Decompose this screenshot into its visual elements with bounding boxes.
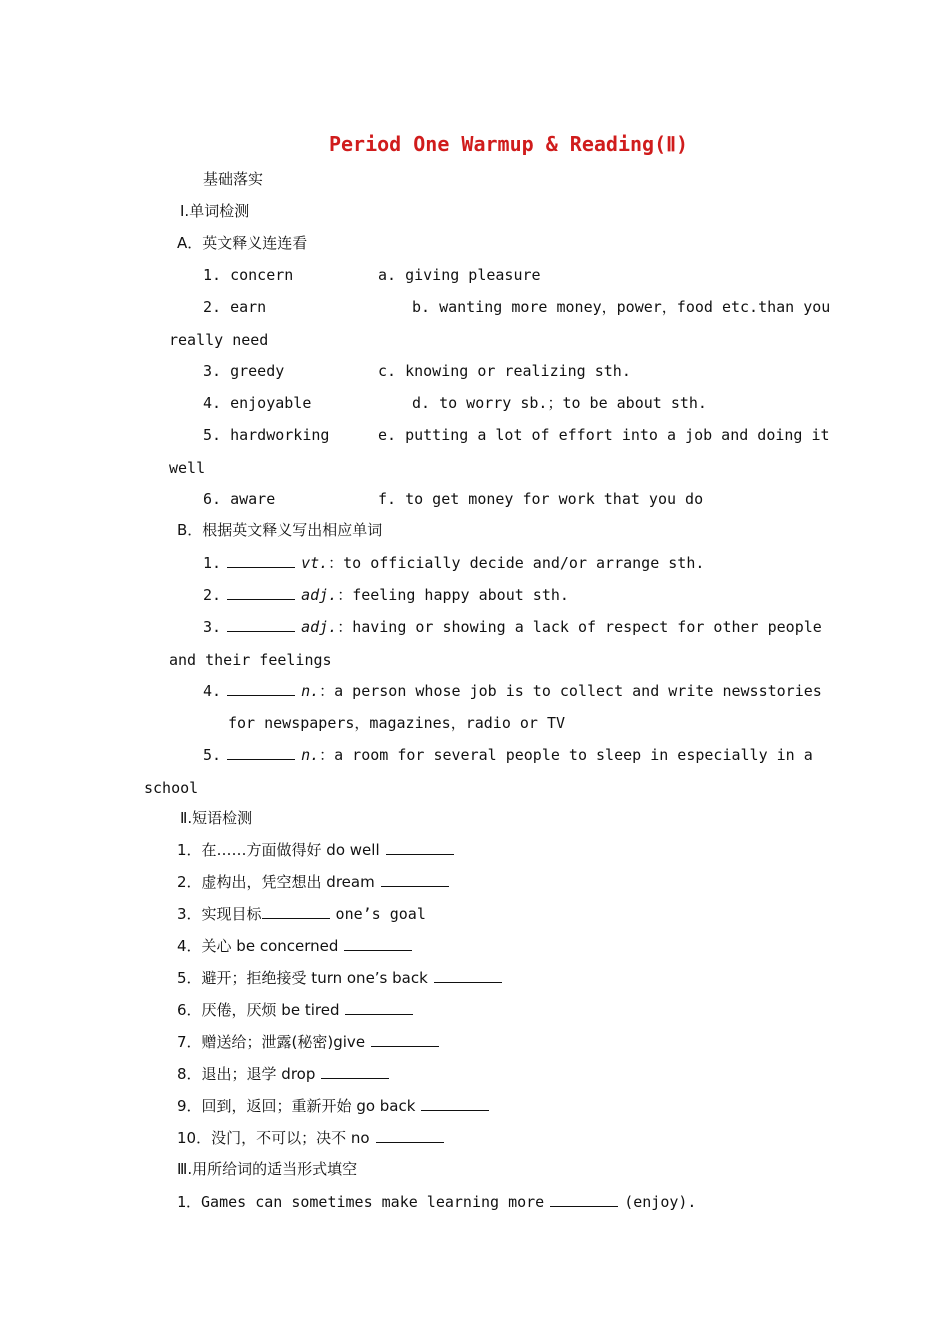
phrase-text: 6．厌倦，厌烦 be tired — [177, 1001, 340, 1019]
a-def-1: a. giving pleasure — [378, 266, 541, 284]
b-item-3 — [203, 618, 822, 636]
a-word-6: 6. aware — [203, 490, 276, 508]
part2-heading: Ⅱ.短语检测 — [180, 809, 253, 827]
phrase-item-6 — [177, 1001, 419, 1019]
b-def: ：a person whose job is to collect and write newsstories — [319, 682, 822, 700]
b-def: ：feeling happy about sth. — [337, 586, 569, 604]
a-word-4: 4. enjoyable — [203, 394, 312, 412]
fill-hint: (enjoy). — [624, 1193, 697, 1211]
b-num: 3. — [203, 618, 222, 636]
phrase-text: 7．赠送给；泄露(秘密)give — [177, 1033, 366, 1051]
b-def: ：to officially decide and/or arrange sth. — [328, 554, 705, 572]
phrase-text: 10．没门，不可以；决不 no — [177, 1129, 370, 1147]
b-pos: n. — [301, 746, 320, 764]
a-word-3: 3. greedy — [203, 362, 285, 380]
phrase-item-10 — [177, 1129, 450, 1147]
a-cont-2: really need — [169, 331, 269, 349]
b-cont-5: school — [144, 779, 199, 797]
phrase-item-9 — [177, 1097, 495, 1115]
a-word-2: 2. earn — [203, 298, 267, 316]
answer-blank[interactable] — [434, 970, 502, 983]
b-def: ：a room for several people to sleep in especially in a — [319, 746, 813, 764]
part1-b-heading: B．根据英文释义写出相应单词 — [177, 521, 383, 539]
a-def-5: e. putting a lot of effort into a job and doing it — [378, 426, 830, 444]
fill-text: 1．Games can sometimes make learning more — [177, 1193, 545, 1211]
phrase-item-5 — [177, 969, 508, 987]
answer-blank[interactable] — [262, 906, 330, 919]
b-pos: n. — [301, 682, 320, 700]
answer-blank[interactable] — [421, 1098, 489, 1111]
phrase-item-1 — [177, 841, 460, 859]
part1-a-heading: A．英文释义连连看 — [177, 234, 308, 252]
b-num: 1. — [203, 554, 222, 572]
answer-blank[interactable] — [227, 683, 295, 696]
a-def-2: b. wanting more money，power，food etc.than you — [412, 298, 831, 316]
answer-blank[interactable] — [321, 1066, 389, 1079]
b-item-5 — [203, 746, 813, 764]
answer-blank[interactable] — [227, 747, 295, 760]
answer-blank[interactable] — [227, 555, 295, 568]
phrase-item-3 — [177, 905, 426, 923]
phrase-text: 8．退出；退学 drop — [177, 1065, 316, 1083]
a-def-3: c. knowing or realizing sth. — [378, 362, 631, 380]
a-word-1: 1. concern — [203, 266, 294, 284]
b-pos: adj. — [301, 618, 338, 636]
phrase-item-4 — [177, 937, 418, 955]
b-num: 4. — [203, 682, 222, 700]
b-num: 5. — [203, 746, 222, 764]
page-title: Period One Warmup & Reading(Ⅱ) — [328, 132, 689, 156]
b-item-1 — [203, 554, 704, 572]
phrase-text: 5．避开；拒绝接受 turn one’s back — [177, 969, 428, 987]
answer-blank[interactable] — [381, 874, 449, 887]
part3-heading: Ⅲ.用所给词的适当形式填空 — [177, 1160, 358, 1178]
a-def-6: f. to get money for work that you do — [378, 490, 704, 508]
answer-blank[interactable] — [371, 1034, 439, 1047]
answer-blank[interactable] — [345, 1002, 413, 1015]
b-cont-4: for newspapers，magazines，radio or TV — [228, 714, 566, 732]
phrase-text: 2．虚构出，凭空想出 dream — [177, 873, 375, 891]
phrase-item-7 — [177, 1033, 445, 1051]
answer-blank[interactable] — [376, 1130, 444, 1143]
a-word-5: 5. hardworking — [203, 426, 330, 444]
b-pos: vt. — [301, 554, 329, 572]
b-item-2 — [203, 586, 569, 604]
part1-heading: Ⅰ.单词检测 — [180, 202, 250, 220]
answer-blank[interactable] — [227, 587, 295, 600]
phrase-text: 4．关心 be concerned — [177, 937, 339, 955]
section-heading: 基础落实 — [203, 170, 264, 188]
b-num: 2. — [203, 586, 222, 604]
phrase-text: 1．在……方面做得好 do well — [177, 841, 380, 859]
b-item-4 — [203, 682, 822, 700]
phrase-item-2 — [177, 873, 455, 891]
answer-blank[interactable] — [550, 1194, 618, 1207]
phrase-text: 9．回到，返回；重新开始 go back — [177, 1097, 416, 1115]
fill-item-1 — [177, 1193, 696, 1211]
phrase-text: 3．实现目标 — [177, 905, 262, 923]
a-def-4: d. to worry sb.；to be about sth. — [412, 394, 707, 412]
b-def: ：having or showing a lack of respect for other people — [337, 618, 822, 636]
phrase-item-8 — [177, 1065, 395, 1083]
b-pos: adj. — [301, 586, 338, 604]
answer-blank[interactable] — [227, 619, 295, 632]
phrase-text-post: one’s goal — [335, 905, 426, 923]
answer-blank[interactable] — [386, 842, 454, 855]
b-cont-3: and their feelings — [169, 651, 332, 669]
answer-blank[interactable] — [344, 938, 412, 951]
a-cont-5: well — [169, 459, 206, 477]
